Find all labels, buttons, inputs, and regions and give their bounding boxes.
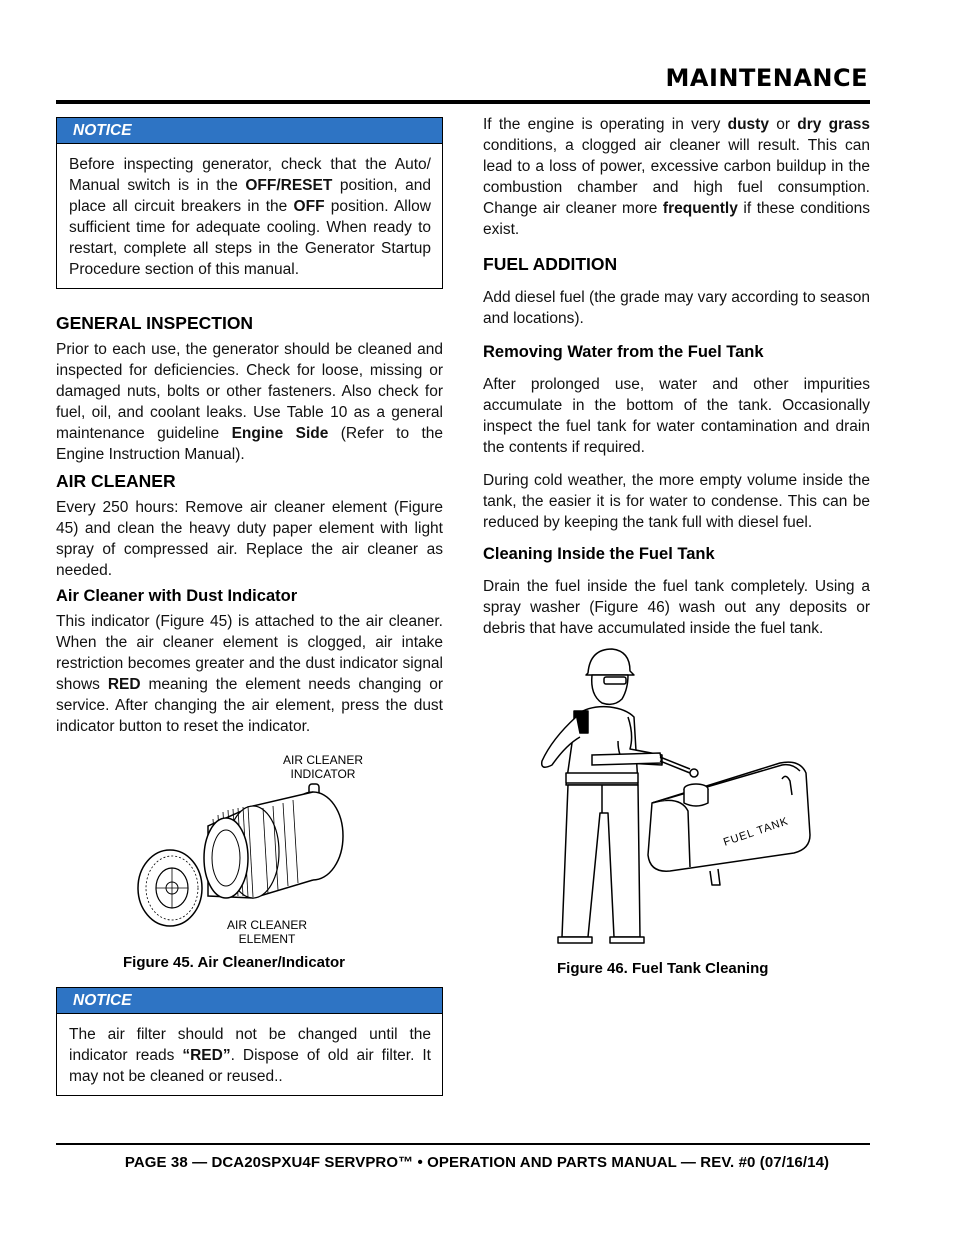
notice-label: NOTICE: [57, 988, 442, 1014]
page-section-title: MAINTENANCE: [665, 64, 868, 92]
notice-body: [57, 144, 442, 288]
notice-box-air-filter: [56, 987, 443, 1096]
header-rule: [56, 100, 870, 104]
air-cleaner-text: Every 250 hours: Remove air cleaner element (Figure 45) and clean the heavy duty paper element with light spray of compressed air. Replace the air cleaner as needed.: [56, 499, 443, 579]
left-column: [56, 117, 443, 737]
right-column: [483, 114, 870, 639]
fuel-tank-label: FUEL TANK: [721, 815, 791, 849]
fuel-tank-cleaning-illustration: [530, 645, 820, 945]
notice-label: NOTICE: [57, 118, 442, 144]
notice-box-inspection: [56, 117, 443, 289]
air-cleaner-indicator-label: AIR CLEANER INDICATOR: [282, 753, 364, 781]
worker-figure: [542, 649, 662, 943]
dust-indicator-text: This indicator (Figure 45) is attached to the air cleaner. When the air cleaner element is clogged, air intake restriction becomes greater and the dust indicator signal shows RED meaning the element needs changing or service. After changing the air element, press the dust indicator button to reset the indicator.: [56, 613, 443, 735]
general-inspection-heading: GENERAL INSPECTION: [56, 313, 254, 333]
air-cleaner-housing: [204, 792, 343, 898]
figure-45-caption: Figure 45. Air Cleaner/Indicator: [123, 954, 346, 971]
dusty-conditions-text: If the engine is operating in very dusty or dry grass conditions, a clogged air cleaner will result. This can lead to a loss of power, excessive carbon buildup in the combustion chamber and high fuel consumption. Change air cleaner more frequently if these conditions exist.: [483, 116, 870, 238]
fuel-addition-heading: FUEL ADDITION: [483, 254, 618, 274]
air-cleaner-heading: AIR CLEANER: [56, 471, 176, 491]
removing-water-text-1: After prolonged use, water and other impurities accumulate in the bottom of the tank. Occasionally inspect the fuel tank for water contamination and drain the contents if required.: [483, 376, 870, 456]
notice-text: Before inspecting generator, check that the Auto/ Manual switch is in the OFF/RESET position, and place all circuit breakers in the OFF position. Allow sufficient time for adequate cooling. When ready to restart, complete all steps in the Generator Startup Procedure section of this manual.: [69, 156, 431, 278]
general-inspection-text: Prior to each use, the generator should be cleaned and inspected for deficiencies. Check for loose, missing or damaged nuts, bolts or other fasteners. Also check for fuel, oil, and coolant leaks. Use Table 10 as a general maintenance guideline Engine Side (Refer to the Engine Instruction Manual).: [56, 341, 443, 463]
cleaning-tank-heading: Cleaning Inside the Fuel Tank: [483, 545, 715, 563]
dust-indicator-heading: Air Cleaner with Dust Indicator: [56, 587, 298, 605]
air-cleaner-element-part: [138, 850, 202, 926]
removing-water-heading: Removing Water from the Fuel Tank: [483, 343, 764, 361]
figure-46-caption: Figure 46. Fuel Tank Cleaning: [557, 960, 769, 977]
page-footer: PAGE 38 — DCA20SPXU4F SERVPRO™ • OPERATION AND PARTS MANUAL — REV. #0 (07/16/14): [124, 1154, 830, 1171]
cleaning-tank-text: Drain the fuel inside the fuel tank completely. Using a spray washer (Figure 46) wash out any deposits or debris that have accumulated inside the fuel tank.: [483, 578, 870, 637]
removing-water-text-2: During cold weather, the more empty volume inside the tank, the easier it is for water to condense. This can be reduced by keeping the tank full with diesel fuel.: [483, 472, 870, 531]
fuel-addition-text: Add diesel fuel (the grade may vary according to season and locations).: [483, 289, 870, 327]
footer-rule: [56, 1143, 870, 1145]
air-cleaner-element-label: AIR CLEANER ELEMENT: [226, 918, 308, 946]
air-cleaner-illustration: [128, 778, 358, 928]
notice-text: The air filter should not be changed until the indicator reads “RED”. Dispose of old air filter. It may not be cleaned or reused..: [69, 1026, 431, 1085]
notice-body: [57, 1014, 442, 1095]
